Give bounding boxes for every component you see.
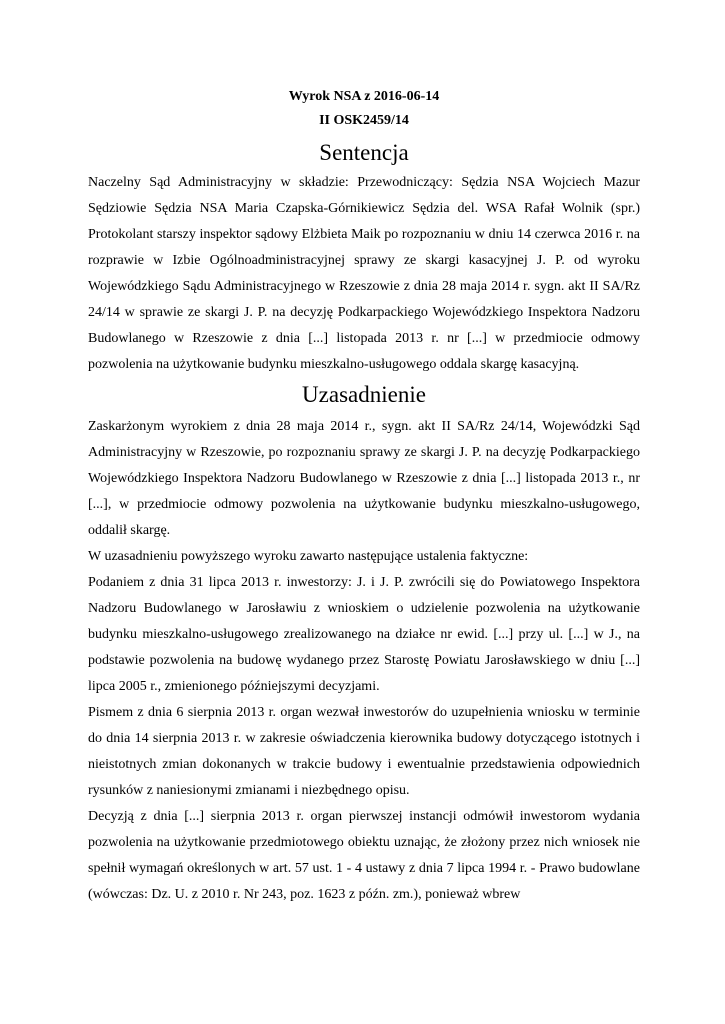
- sentencja-paragraph: Naczelny Sąd Administracyjny w składzie: Przewodniczący: Sędzia NSA Wojciech Mazur Sędziowie Sędzia NSA Maria Czapska-Górnikiewicz Sędzia del. WSA Rafał Wolnik (spr.) Protokolant starszy inspektor sądowy Elżbieta Maik po rozpoznaniu w dniu 14 czerwca 2016 r. na rozprawie w Izbie Ogólnoadministracyjnej sprawy ze skargi kasacyjnej J. P. od wyroku Wojewódzkiego Sądu Administracyjnego w Rzeszowie z dnia 28 maja 2014 r. sygn. akt II SA/Rz 24/14 w sprawie ze skargi J. P. na decyzję Podkarpackiego Wojewódzkiego Inspektora Nadzoru Budowlanego w Rzeszowie z dnia [...] listopada 2013 r. nr [...] w przedmiocie odmowy pozwolenia na użytkowanie budynku mieszkalno-usługowego oddala skargę kasacyjną.: [88, 175, 640, 372]
- case-signature: II OSK2459/14: [319, 113, 409, 128]
- uzasadnienie-paragraph-3: Podaniem z dnia 31 lipca 2013 r. inwestorzy: J. i J. P. zwrócili się do Powiatowego Inspektora Nadzoru Budowlanego w Jarosławiu z wnioskiem o udzielenie pozwolenia na użytkowanie budynku mieszkalno-usługowego zrealizowanego na działce nr ewid. [...] przy ul. [...] w J., na podstawie pozwolenia na budowę wydanego przez Starostę Powiatu Jarosławskiego w dniu [...] lipca 2005 r., zmienionego późniejszymi decyzjami.: [88, 575, 640, 694]
- uzasadnienie-paragraph-4: Pismem z dnia 6 sierpnia 2013 r. organ wezwał inwestorów do uzupełnienia wniosku w terminie do dnia 14 sierpnia 2013 r. w zakresie oświadczenia kierownika budowy dotyczącego istotnych i nieistotnych zmian dokonanych w trakcie budowy i ewentualnie przedstawienia odpowiednich rysunków z naniesionymi zmianami i niezbędnego opisu.: [88, 705, 640, 798]
- document-page: [88, 84, 640, 908]
- judgment-title: Wyrok NSA z 2016-06-14: [288, 89, 440, 104]
- uzasadnienie-paragraph-1: Zaskarżonym wyrokiem z dnia 28 maja 2014 r., sygn. akt II SA/Rz 24/14, Wojewódzki Sąd Administracyjny w Rzeszowie, po rozpoznaniu sprawy ze skargi J. P. na decyzję Podkarpackiego Wojewódzkiego Inspektora Nadzoru Budowlanego w Rzeszowie z dnia [...] listopada 2013 r., nr [...], w przedmiocie odmowy pozwolenia na użytkowanie budynku mieszkalno-usługowego, oddalił skargę.: [88, 419, 640, 538]
- uzasadnienie-heading: Uzasadnienie: [302, 382, 426, 407]
- uzasadnienie-paragraph-2: W uzasadnieniu powyższego wyroku zawarto następujące ustalenia faktyczne:: [88, 549, 529, 564]
- uzasadnienie-paragraph-5: Decyzją z dnia [...] sierpnia 2013 r. organ pierwszej instancji odmówił inwestorom wydania pozwolenia na użytkowanie przedmiotowego obiektu uznając, że złożony przez nich wniosek nie spełnił wymagań określonych w art. 57 ust. 1 - 4 ustawy z dnia 7 lipca 1994 r. - Prawo budowlane (wówczas: Dz. U. z 2010 r. Nr 243, poz. 1623 z późn. zm.), ponieważ wbrew: [88, 809, 640, 902]
- sentencja-heading: Sentencja: [319, 140, 409, 165]
